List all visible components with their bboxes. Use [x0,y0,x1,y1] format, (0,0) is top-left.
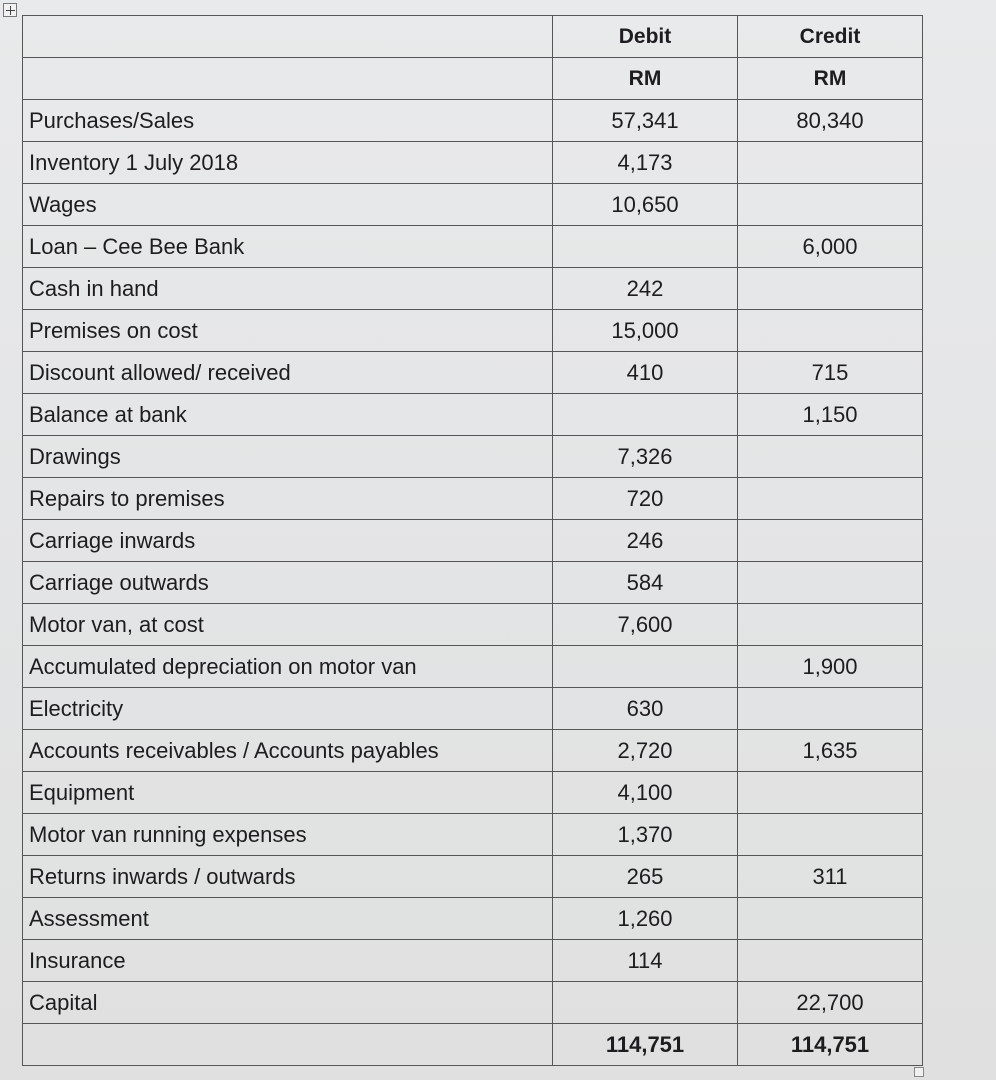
table-resize-handle[interactable] [914,1067,924,1077]
table-row [23,436,923,478]
header-row [23,16,923,58]
table-row [23,394,923,436]
debit-amount: 4,173 [553,142,738,184]
credit-amount [738,814,923,856]
table-row [23,562,923,604]
account-name: Drawings [23,436,553,478]
debit-amount: 57,341 [553,100,738,142]
credit-amount: 1,635 [738,730,923,772]
table-row [23,772,923,814]
debit-amount: 1,260 [553,898,738,940]
credit-amount: 715 [738,352,923,394]
table-row [23,646,923,688]
account-name: Purchases/Sales [23,100,553,142]
debit-amount: 242 [553,268,738,310]
account-name: Equipment [23,772,553,814]
credit-amount: 311 [738,856,923,898]
table-row [23,688,923,730]
account-name: Accumulated depreciation on motor van [23,646,553,688]
account-name: Motor van running expenses [23,814,553,856]
debit-amount [553,646,738,688]
debit-amount: 15,000 [553,310,738,352]
debit-amount [553,982,738,1024]
account-name: Cash in hand [23,268,553,310]
account-name: Electricity [23,688,553,730]
credit-amount [738,436,923,478]
debit-header: Debit [553,16,738,58]
table-row [23,856,923,898]
debit-amount: 1,370 [553,814,738,856]
account-name: Premises on cost [23,310,553,352]
trial-balance-table [22,15,923,1066]
account-name: Insurance [23,940,553,982]
debit-amount: 4,100 [553,772,738,814]
credit-amount [738,268,923,310]
debit-amount: 7,326 [553,436,738,478]
debit-amount: 584 [553,562,738,604]
credit-amount [738,184,923,226]
credit-amount [738,898,923,940]
table-move-handle-icon[interactable] [3,3,17,17]
account-name: Discount allowed/ received [23,352,553,394]
table-row [23,898,923,940]
totals-row [23,1024,923,1066]
account-name: Returns inwards / outwards [23,856,553,898]
credit-amount [738,940,923,982]
totals-blank-cell [23,1024,553,1066]
account-name: Inventory 1 July 2018 [23,142,553,184]
credit-amount [738,142,923,184]
table-row [23,226,923,268]
debit-amount: 2,720 [553,730,738,772]
credit-amount: 1,150 [738,394,923,436]
credit-amount: 6,000 [738,226,923,268]
credit-amount [738,562,923,604]
account-name: Loan – Cee Bee Bank [23,226,553,268]
debit-unit: RM [553,58,738,100]
debit-amount: 265 [553,856,738,898]
debit-total: 114,751 [553,1024,738,1066]
table-row [23,310,923,352]
credit-total: 114,751 [738,1024,923,1066]
table-row [23,730,923,772]
account-name: Motor van, at cost [23,604,553,646]
table-row [23,940,923,982]
credit-header: Credit [738,16,923,58]
table-row [23,268,923,310]
account-name: Assessment [23,898,553,940]
account-name: Wages [23,184,553,226]
debit-amount: 630 [553,688,738,730]
account-name: Balance at bank [23,394,553,436]
credit-amount: 80,340 [738,100,923,142]
table-row [23,520,923,562]
credit-amount [738,478,923,520]
table-row [23,352,923,394]
debit-amount [553,226,738,268]
debit-amount: 410 [553,352,738,394]
debit-amount: 10,650 [553,184,738,226]
header-blank-cell [23,16,553,58]
table-row [23,982,923,1024]
account-name: Repairs to premises [23,478,553,520]
table-row [23,814,923,856]
debit-amount [553,394,738,436]
credit-amount [738,688,923,730]
debit-amount: 7,600 [553,604,738,646]
account-name: Accounts receivables / Accounts payables [23,730,553,772]
credit-amount [738,604,923,646]
credit-amount [738,310,923,352]
debit-amount: 720 [553,478,738,520]
credit-amount [738,772,923,814]
unit-blank-cell [23,58,553,100]
credit-amount [738,520,923,562]
table-row [23,142,923,184]
account-name: Carriage inwards [23,520,553,562]
debit-amount: 114 [553,940,738,982]
account-name: Carriage outwards [23,562,553,604]
table-row [23,604,923,646]
debit-amount: 246 [553,520,738,562]
credit-amount: 1,900 [738,646,923,688]
table-row [23,184,923,226]
table-row [23,100,923,142]
unit-row [23,58,923,100]
account-name: Capital [23,982,553,1024]
table-row [23,478,923,520]
credit-unit: RM [738,58,923,100]
credit-amount: 22,700 [738,982,923,1024]
